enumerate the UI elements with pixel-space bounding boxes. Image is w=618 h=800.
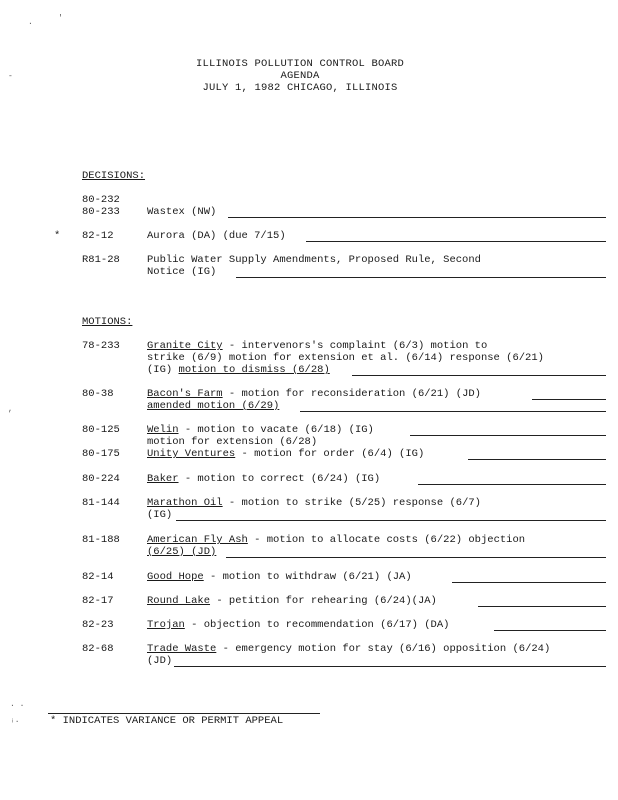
scan-speck: . . (10, 700, 25, 709)
motion-number: 80-224 (82, 473, 120, 485)
motion-text-continued: strike (6/9) motion for extension et al. (6/14) response (6/21) (147, 352, 544, 364)
footnote-rule (48, 713, 320, 714)
motion-text-underlined: (6/25) (JD) (147, 546, 217, 558)
motion-number: 82-23 (82, 619, 114, 631)
motion-text: - motion to vacate (6/18) (IG) (178, 424, 374, 436)
scan-speck: - (8, 72, 13, 81)
header-date: JULY 1, 1982 CHICAGO, ILLINOIS (202, 82, 398, 94)
motion-blank-line (478, 606, 606, 607)
motion-text-continued: (IG) (147, 509, 173, 521)
motion-case-name: Granite City (147, 340, 223, 352)
motion-line (147, 448, 424, 460)
motion-text: - motion to correct (6/24) (IG) (178, 473, 381, 485)
scan-speck: . (28, 18, 33, 27)
motion-text-underlined: motion to dismiss (6/28) (178, 364, 330, 376)
motion-blank-line (410, 435, 606, 436)
motion-blank-line (494, 630, 606, 631)
motion-blank-line (468, 459, 606, 460)
motion-case-name: Unity Ventures (147, 448, 236, 460)
header-title: ILLINOIS POLLUTION CONTROL BOARD (195, 58, 405, 70)
motion-line (147, 643, 550, 655)
motion-text: - motion to allocate costs (6/22) objection (247, 534, 526, 546)
motion-line (147, 619, 449, 631)
header-agenda: AGENDA (280, 70, 320, 82)
motion-case-name: Good Hope (147, 571, 204, 583)
motion-number: 81-144 (82, 497, 120, 509)
decision-blank-line (236, 277, 606, 278)
decision-text-continued: Notice (IG) (147, 266, 217, 278)
footnote: * INDICATES VARIANCE OR PERMIT APPEAL (50, 715, 284, 727)
motion-case-name: Welin (147, 424, 179, 436)
motion-number: 81-188 (82, 534, 120, 546)
motion-line (147, 364, 330, 376)
motion-text: - motion for order (6/4) (IG) (235, 448, 425, 460)
motion-case-name: Marathon Oil (147, 497, 223, 509)
motion-blank-line (300, 411, 606, 412)
variance-marker: * (54, 230, 61, 242)
motion-text-underlined: amended motion (6/29) (147, 400, 280, 412)
motion-number: 82-68 (82, 643, 114, 655)
motion-text: - intervenors's complaint (6/3) motion to (222, 340, 488, 352)
motion-blank-line (226, 557, 606, 558)
decision-text: Aurora (DA) (due 7/15) (147, 230, 286, 242)
motion-text-continued: motion for extension (6/28) (147, 436, 318, 448)
motion-text-continued: (JD) (147, 655, 173, 667)
motion-blank-line (452, 582, 606, 583)
motions-heading: MOTIONS: (82, 316, 133, 328)
motion-number: 80-125 (82, 424, 120, 436)
motion-line (147, 340, 487, 352)
scan-speck: ᵢ. (10, 716, 20, 725)
motion-text: - motion to withdraw (6/21) (JA) (203, 571, 412, 583)
motion-blank-line (174, 666, 606, 667)
decisions-heading: DECISIONS: (82, 170, 146, 182)
motion-blank-line (532, 399, 606, 400)
motion-case-name: Round Lake (147, 595, 211, 607)
scan-speck: ' (58, 14, 63, 23)
motion-text: - motion for reconsideration (6/21) (JD) (222, 388, 481, 400)
motion-text: - emergency motion for stay (6/16) opposition (6/24) (216, 643, 551, 655)
motion-number: 82-14 (82, 571, 114, 583)
motion-line (147, 388, 481, 400)
motion-case-name: Bacon's Farm (147, 388, 223, 400)
motion-line (147, 571, 412, 583)
motion-blank-line (352, 375, 606, 376)
motion-number: 82-17 (82, 595, 114, 607)
motion-number: 78-233 (82, 340, 120, 352)
motion-text: - objection to recommendation (6/17) (DA) (184, 619, 450, 631)
motion-line (147, 534, 525, 546)
motion-case-name: American Fly Ash (147, 534, 248, 546)
motion-line (147, 424, 374, 436)
motion-text: - petition for rehearing (6/24)(JA) (210, 595, 437, 607)
decision-text: Public Water Supply Amendments, Proposed Rule, Second (147, 254, 481, 266)
motion-blank-line (418, 484, 606, 485)
motion-text: - motion to strike (5/25) response (6/7) (222, 497, 481, 509)
decision-blank-line (306, 241, 606, 242)
motion-case-name: Trade Waste (147, 643, 217, 655)
motion-blank-line (176, 520, 606, 521)
decision-text: Wastex (NW) (147, 206, 217, 218)
decision-number: R81-28 (82, 254, 120, 266)
decision-blank-line (228, 217, 606, 218)
scan-speck: , (8, 405, 13, 414)
motion-text-continued: (IG) (147, 364, 173, 376)
motion-line (147, 595, 437, 607)
decision-number: 80-233 (82, 206, 120, 218)
motion-case-name: Trojan (147, 619, 185, 631)
decision-number: 82-12 (82, 230, 114, 242)
motion-case-name: Baker (147, 473, 179, 485)
motion-line (147, 473, 380, 485)
motion-number: 80-175 (82, 448, 120, 460)
decision-number: 80-232 (82, 194, 120, 206)
motion-line (147, 497, 481, 509)
motion-number: 80-38 (82, 388, 114, 400)
